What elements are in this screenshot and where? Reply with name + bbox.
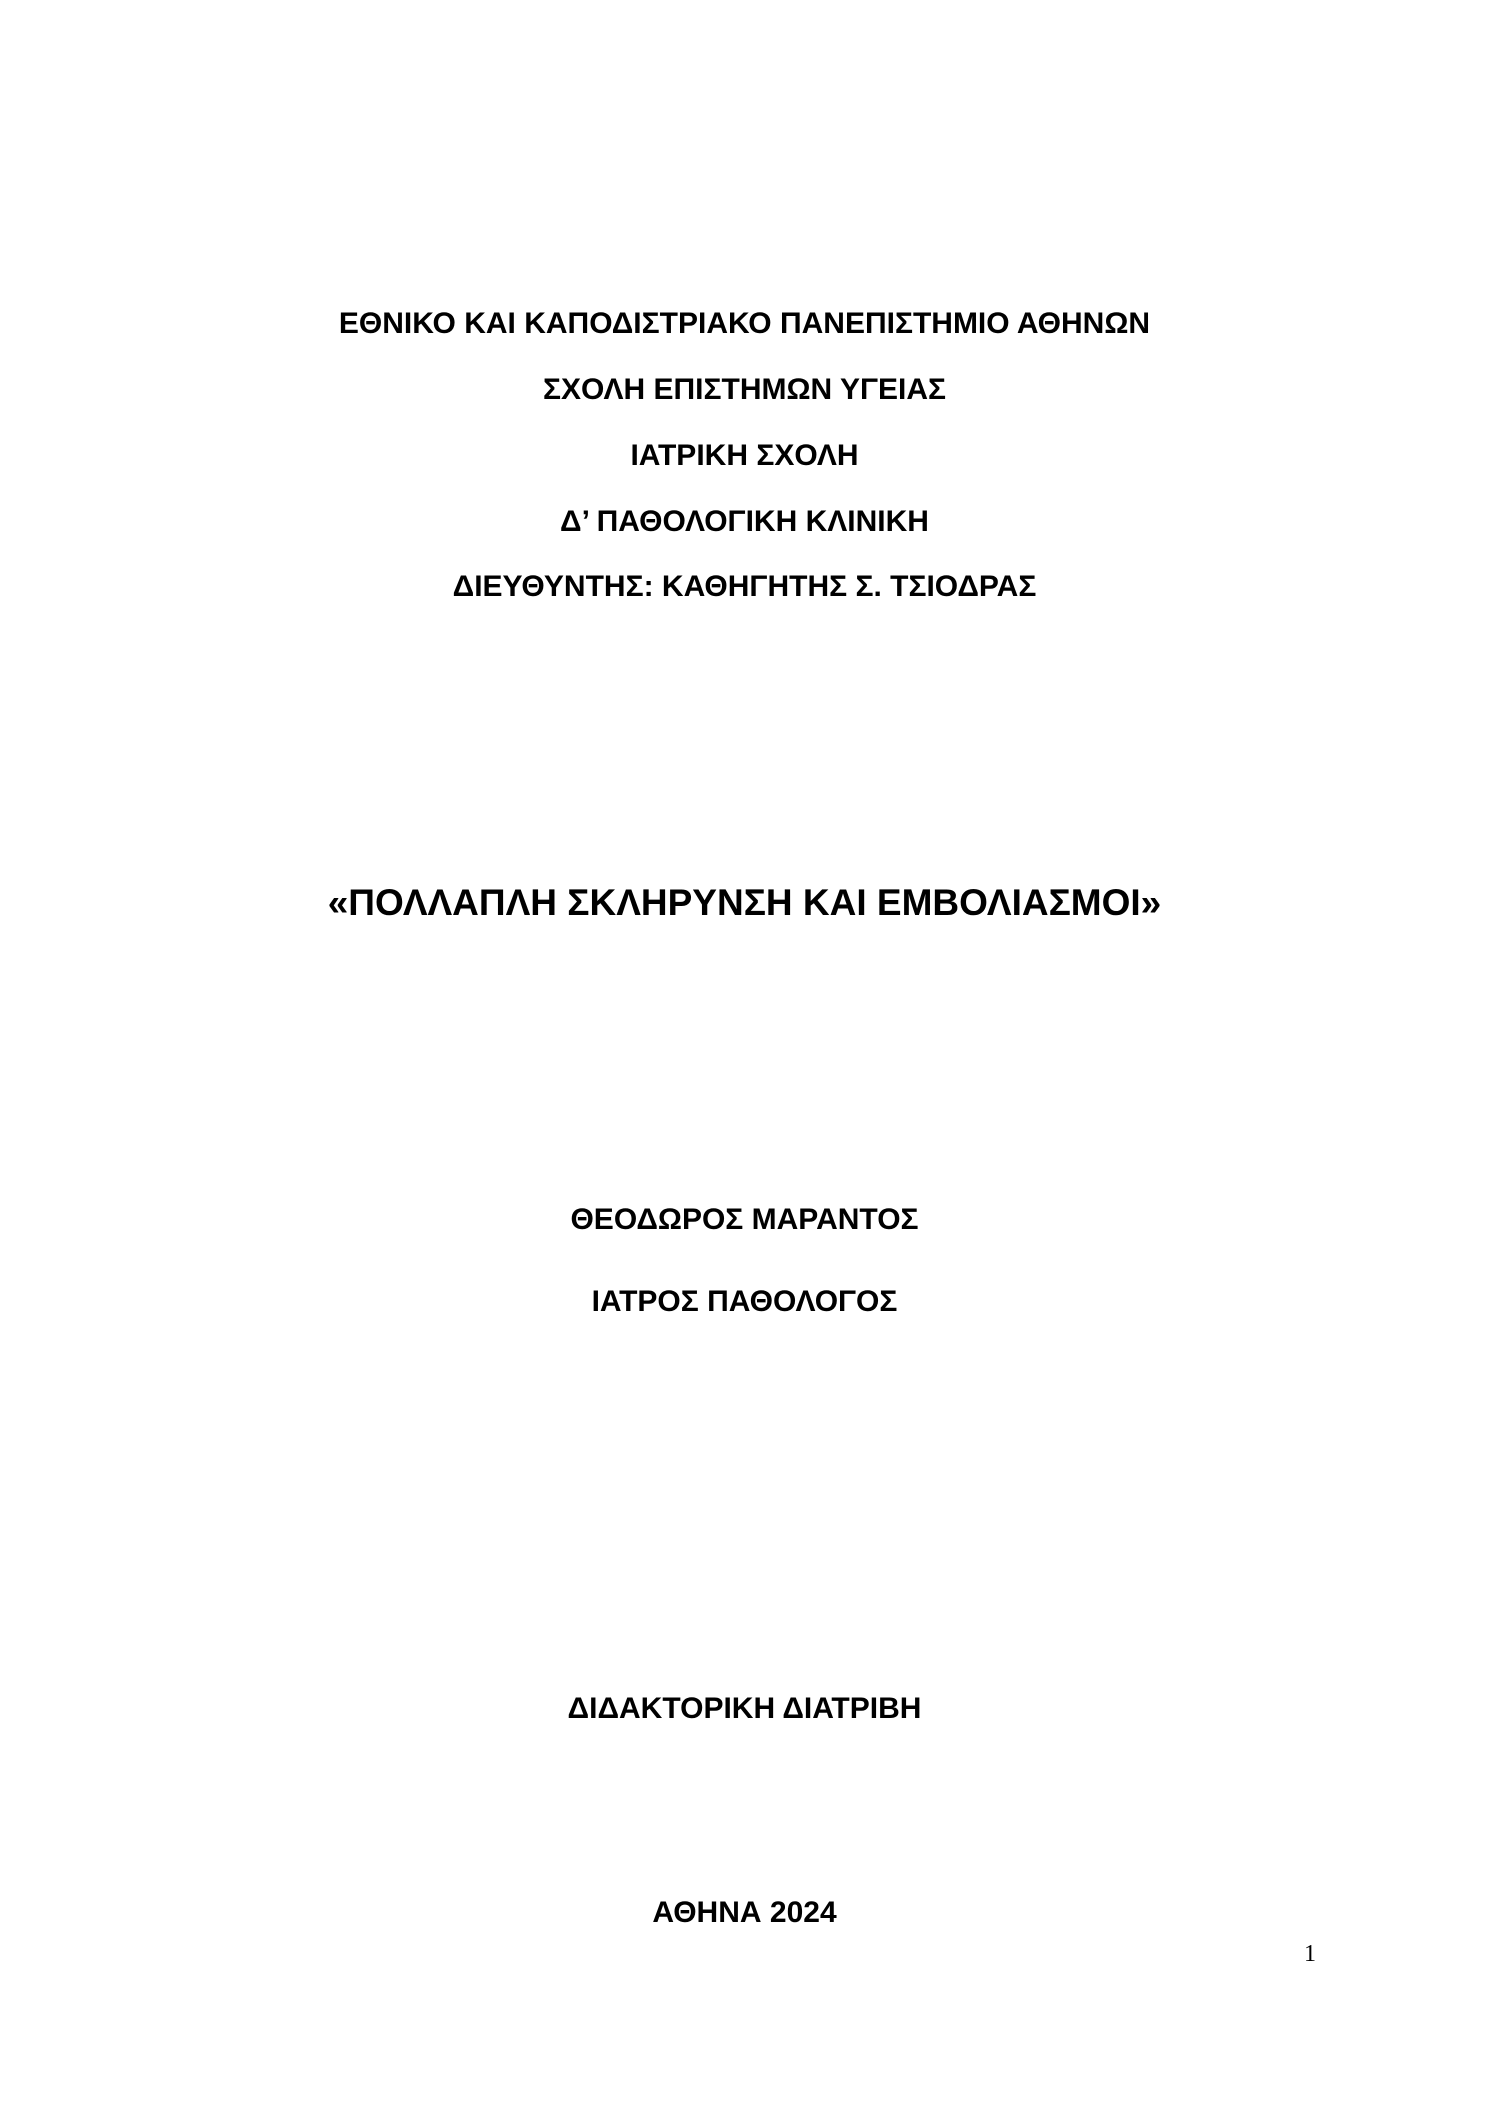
page-number: 1 — [1304, 1941, 1316, 1967]
director-line: ΔΙΕΥΘΥΝΤΗΣ: ΚΑΘΗΓΗΤΗΣ Σ. ΤΣΙΟΔΡΑΣ — [452, 570, 1037, 603]
university-name: ΕΘΝΙΚΟ ΚΑΙ ΚΑΠΟΔΙΣΤΡΙΑΚΟ ΠΑΝΕΠΙΣΤΗΜΙΟ ΑΘΗΝΩΝ — [338, 307, 1151, 340]
author-name: ΘΕΟΔΩΡΟΣ ΜΑΡΑΝΤΟΣ — [570, 1203, 919, 1236]
thesis-title: «ΠΟΛΛΑΠΛΗ ΣΚΛΗΡΥΝΣΗ ΚΑΙ ΕΜΒΟΛΙΑΣΜΟΙ» — [327, 882, 1162, 923]
author-profession: ΙΑΤΡΟΣ ΠΑΘΟΛΟΓΟΣ — [591, 1285, 898, 1318]
school-name: ΣΧΟΛΗ ΕΠΙΣΤΗΜΩΝ ΥΓΕΙΑΣ — [542, 373, 947, 406]
faculty-name: ΙΑΤΡΙΚΗ ΣΧΟΛΗ — [630, 439, 859, 472]
document-type: ΔΙΔΑΚΤΟΡΙΚΗ ΔΙΑΤΡΙΒΗ — [567, 1692, 922, 1725]
place-year: ΑΘΗΝΑ 2024 — [652, 1896, 837, 1929]
clinic-name: Δ’ ΠΑΘΟΛΟΓΙΚΗ ΚΛΙΝΙΚΗ — [560, 505, 929, 538]
